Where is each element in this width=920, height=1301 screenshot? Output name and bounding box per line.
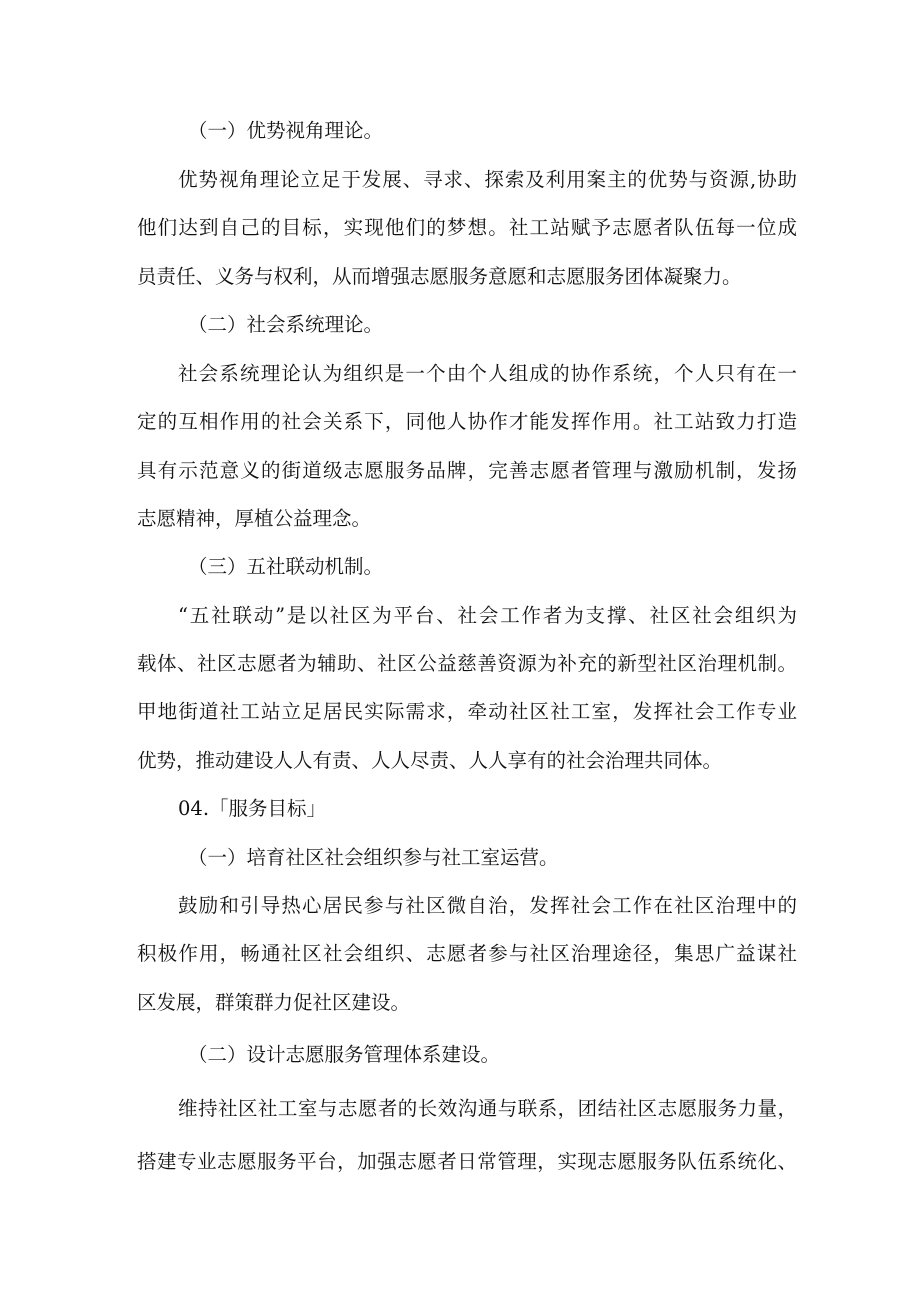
paragraph-line: 定的互相作用的社会关系下，同他人协作才能发挥作用。社工站致力打造 [137,410,797,433]
section-title-service-goals: 04.「服务目标」 [178,797,327,820]
paragraph-line: 甲地街道社工站立足居民实际需求，牵动社区社工室，发挥社会工作专业 [137,700,797,723]
paragraph-line: 鼓励和引导热心居民参与社区微自治，发挥社会工作在社区治理中的 [178,894,797,917]
heading-five-community-linkage: （三）五社联动机制。 [188,555,384,578]
paragraph-line: 维持社区社工室与志愿者的长效沟通与联系，团结社区志愿服务力量， [178,1097,797,1120]
paragraph-line: 志愿精神，厚植公益理念。 [137,507,372,530]
paragraph-line: 员责任、义务与权利，从而增强志愿服务意愿和志愿服务团体凝聚力。 [137,265,742,288]
heading-cultivate-organizations: （一）培育社区社会组织参与社工室运营。 [188,846,559,869]
paragraph-line: 载体、社区志愿者为辅助、社区公益慈善资源为补充的新型社区治理机制。 [137,652,797,675]
paragraph-line: 优势，推动建设人人有责、人人尽责、人人享有的社会治理共同体。 [137,749,723,772]
paragraph-line: 搭建专业志愿服务平台，加强志愿者日常管理，实现志愿服务队伍系统化、 [137,1150,797,1173]
heading-strengths-perspective: （一）优势视角理论。 [188,119,384,142]
heading-social-system-theory: （二）社会系统理论。 [188,313,384,336]
heading-volunteer-management: （二）设计志愿服务管理体系建设。 [188,1043,501,1066]
paragraph-line: 他们达到自己的目标，实现他们的梦想。社工站赋予志愿者队伍每一位成 [137,216,797,239]
paragraph-line: 区发展，群策群力促社区建设。 [137,991,411,1014]
paragraph-line: “五社联动”是以社区为平台、社会工作者为支撑、社区社会组织为 [178,604,797,627]
paragraph-line: 社会系统理论认为组织是一个由个人组成的协作系统，个人只有在一 [178,362,797,385]
paragraph-line: 优势视角理论立足于发展、寻求、探索及利用案主的优势与资源,协助 [178,168,797,191]
paragraph-line: 积极作用，畅通社区社会组织、志愿者参与社区治理途径，集思广益谋社 [137,942,797,965]
paragraph-line: 具有示范意义的街道级志愿服务品牌，完善志愿者管理与激励机制，发扬 [137,459,797,482]
